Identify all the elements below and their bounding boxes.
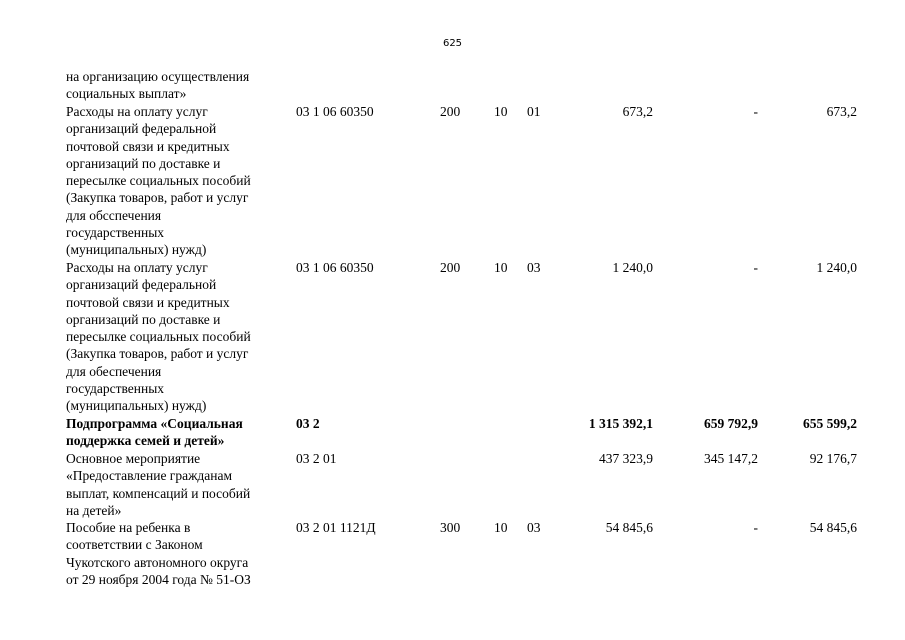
row-amount-total: 437 323,9 (599, 451, 653, 466)
row-section: 10 (494, 104, 508, 119)
row-amount-total: 673,2 (622, 104, 653, 119)
row-description: на организацию осуществления социальных выплат» (66, 69, 250, 102)
row-expense-type: 200 (440, 104, 461, 119)
row-section: 10 (494, 520, 508, 535)
row-subsection: 03 (527, 260, 541, 275)
row-expense-type: 200 (440, 260, 461, 275)
row-description: Расходы на оплату услуг организаций федеральной почтовой связи и кредитных организаций по доставке и пересылке социальных пособий (Закупка товаров, работ и услуг для обеспечения государственных (муниципальных) нужд) (66, 260, 251, 414)
row-amount-2: - (753, 260, 758, 275)
row-code: 03 2 (296, 416, 320, 431)
row-subsection: 01 (527, 104, 541, 119)
row-code: 03 1 06 60350 (296, 260, 374, 275)
row-description: Пособие на ребенка в соответствии с Законом Чукотского автономного округа от 29 ноября 2004 года № 51-ОЗ (66, 520, 251, 587)
row-code: 03 2 01 1121Д (296, 520, 376, 535)
row-subsection: 03 (527, 520, 541, 535)
row-amount-3: 1 240,0 (816, 260, 857, 275)
row-amount-3: 673,2 (826, 104, 857, 119)
row-description: Основное мероприятие «Предоставление гражданам выплат, компенсаций и пособий на детей» (66, 451, 251, 518)
row-description: Расходы на оплату услуг организаций федеральной почтовой связи и кредитных организаций по доставке и пересылке социальных пособий (Закупка товаров, работ и услуг для обсспечения государственных (муниципальных) нужд) (66, 104, 251, 258)
row-amount-2: 659 792,9 (704, 416, 758, 431)
row-amount-3: 655 599,2 (803, 416, 857, 431)
row-code: 03 1 06 60350 (296, 104, 374, 119)
row-amount-2: - (753, 520, 758, 535)
row-expense-type: 300 (440, 520, 461, 535)
row-section: 10 (494, 260, 508, 275)
page-number: 625 (442, 38, 463, 49)
row-amount-2: - (753, 104, 758, 119)
row-amount-total: 1 315 392,1 (588, 416, 653, 431)
row-amount-total: 54 845,6 (605, 520, 653, 535)
row-description: Подпрограмма «Социальная поддержка семей и детей» (66, 416, 243, 449)
row-amount-total: 1 240,0 (612, 260, 653, 275)
row-amount-2: 345 147,2 (704, 451, 758, 466)
row-code: 03 2 01 (296, 451, 337, 466)
row-amount-3: 92 176,7 (809, 451, 857, 466)
row-amount-3: 54 845,6 (809, 520, 857, 535)
